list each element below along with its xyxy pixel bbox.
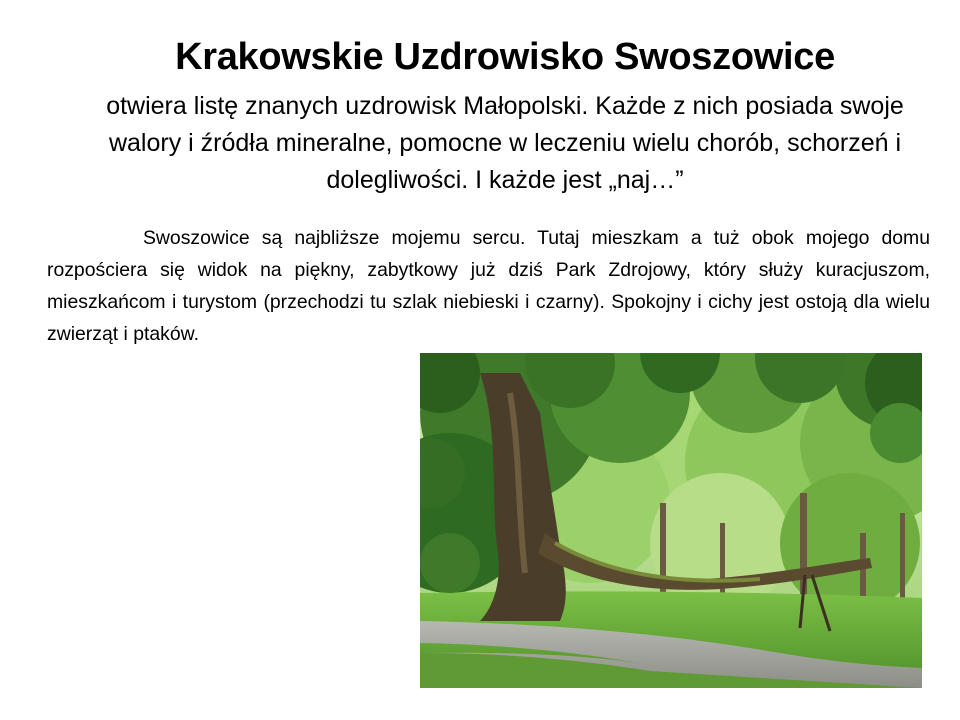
park-tree-illustration [420,353,922,688]
slide-subtitle: otwiera listę znanych uzdrowisk Małopolski. Każde z nich posiada swoje walory i źródła mineralne, pomocne w leczeniu wielu chorób, schorzeń i dolegliwości. I każde jest „naj…” [106,92,904,194]
slide-title: Krakowskie Uzdrowisko Swoszowice [175,36,835,78]
park-photo [420,353,922,688]
body-paragraph: Swoszowice są najbliższe mojemu sercu. Tutaj mieszkam a tuż obok mojego domu rozpościera się widok na piękny, zabytkowy już dziś Park Zdrojowy, który służy kuracjuszom, mieszkańcom i turystom (przechodzi tu szlak niebieski i czarny). Spokojny i cichy jest ostoją dla wielu zwierząt i ptaków. [47,227,930,345]
